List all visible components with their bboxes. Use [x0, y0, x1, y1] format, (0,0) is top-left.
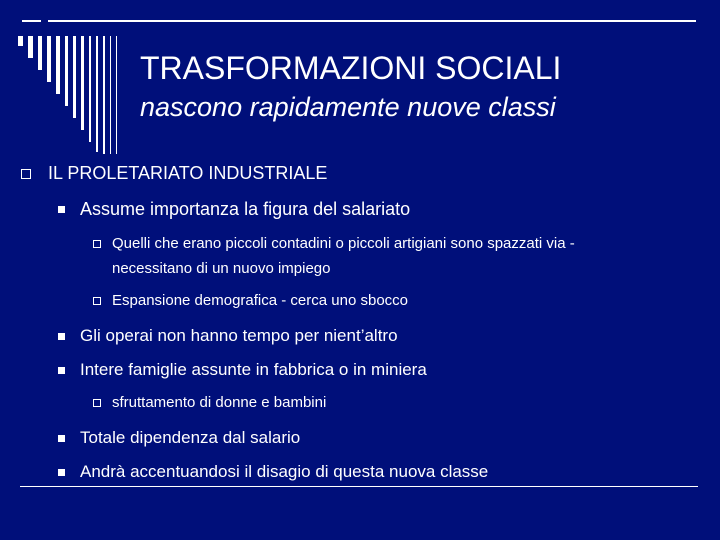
- bullet-level2: Totale dipendenza dal salario: [80, 428, 301, 447]
- slide-subtitle: nascono rapidamente nuove classi: [140, 92, 556, 122]
- hollow-square-bullet-icon: [93, 240, 101, 248]
- solid-square-bullet-icon: [58, 206, 65, 213]
- hollow-square-bullet-icon: [93, 399, 101, 407]
- hollow-square-bullet-icon: [93, 297, 101, 305]
- slide-title: TRASFORMAZIONI SOCIALI: [140, 50, 562, 86]
- top-rule-short: [22, 20, 41, 22]
- bullet-level2: Intere famiglie assunte in fabbrica o in miniera: [80, 360, 427, 379]
- solid-square-bullet-icon: [58, 367, 65, 374]
- solid-square-bullet-icon: [58, 469, 65, 476]
- decorative-stripes: [18, 36, 128, 154]
- bullet-level2: Gli operai non hanno tempo per nient’altro: [80, 326, 398, 345]
- bullet-level2: Andrà accentuandosi il disagio di questa nuova classe: [80, 462, 489, 481]
- bullet-level3: Quelli che erano piccoli contadini o piccoli artigiani sono spazzati via -: [112, 235, 575, 252]
- top-rule: [48, 20, 696, 22]
- bullet-level3-continuation: necessitano di un nuovo impiego: [112, 260, 331, 277]
- title-block: [140, 48, 700, 124]
- bullet-level1: IL PROLETARIATO INDUSTRIALE: [48, 163, 328, 183]
- bottom-rule: [20, 486, 698, 487]
- bullet-level3: sfruttamento di donne e bambini: [112, 394, 327, 411]
- hollow-square-bullet-icon: [21, 169, 31, 179]
- bullet-level3: Espansione demografica - cerca uno sbocco: [112, 292, 409, 309]
- solid-square-bullet-icon: [58, 435, 65, 442]
- solid-square-bullet-icon: [58, 333, 65, 340]
- bullet-level2: Assume importanza la figura del salariato: [80, 199, 411, 219]
